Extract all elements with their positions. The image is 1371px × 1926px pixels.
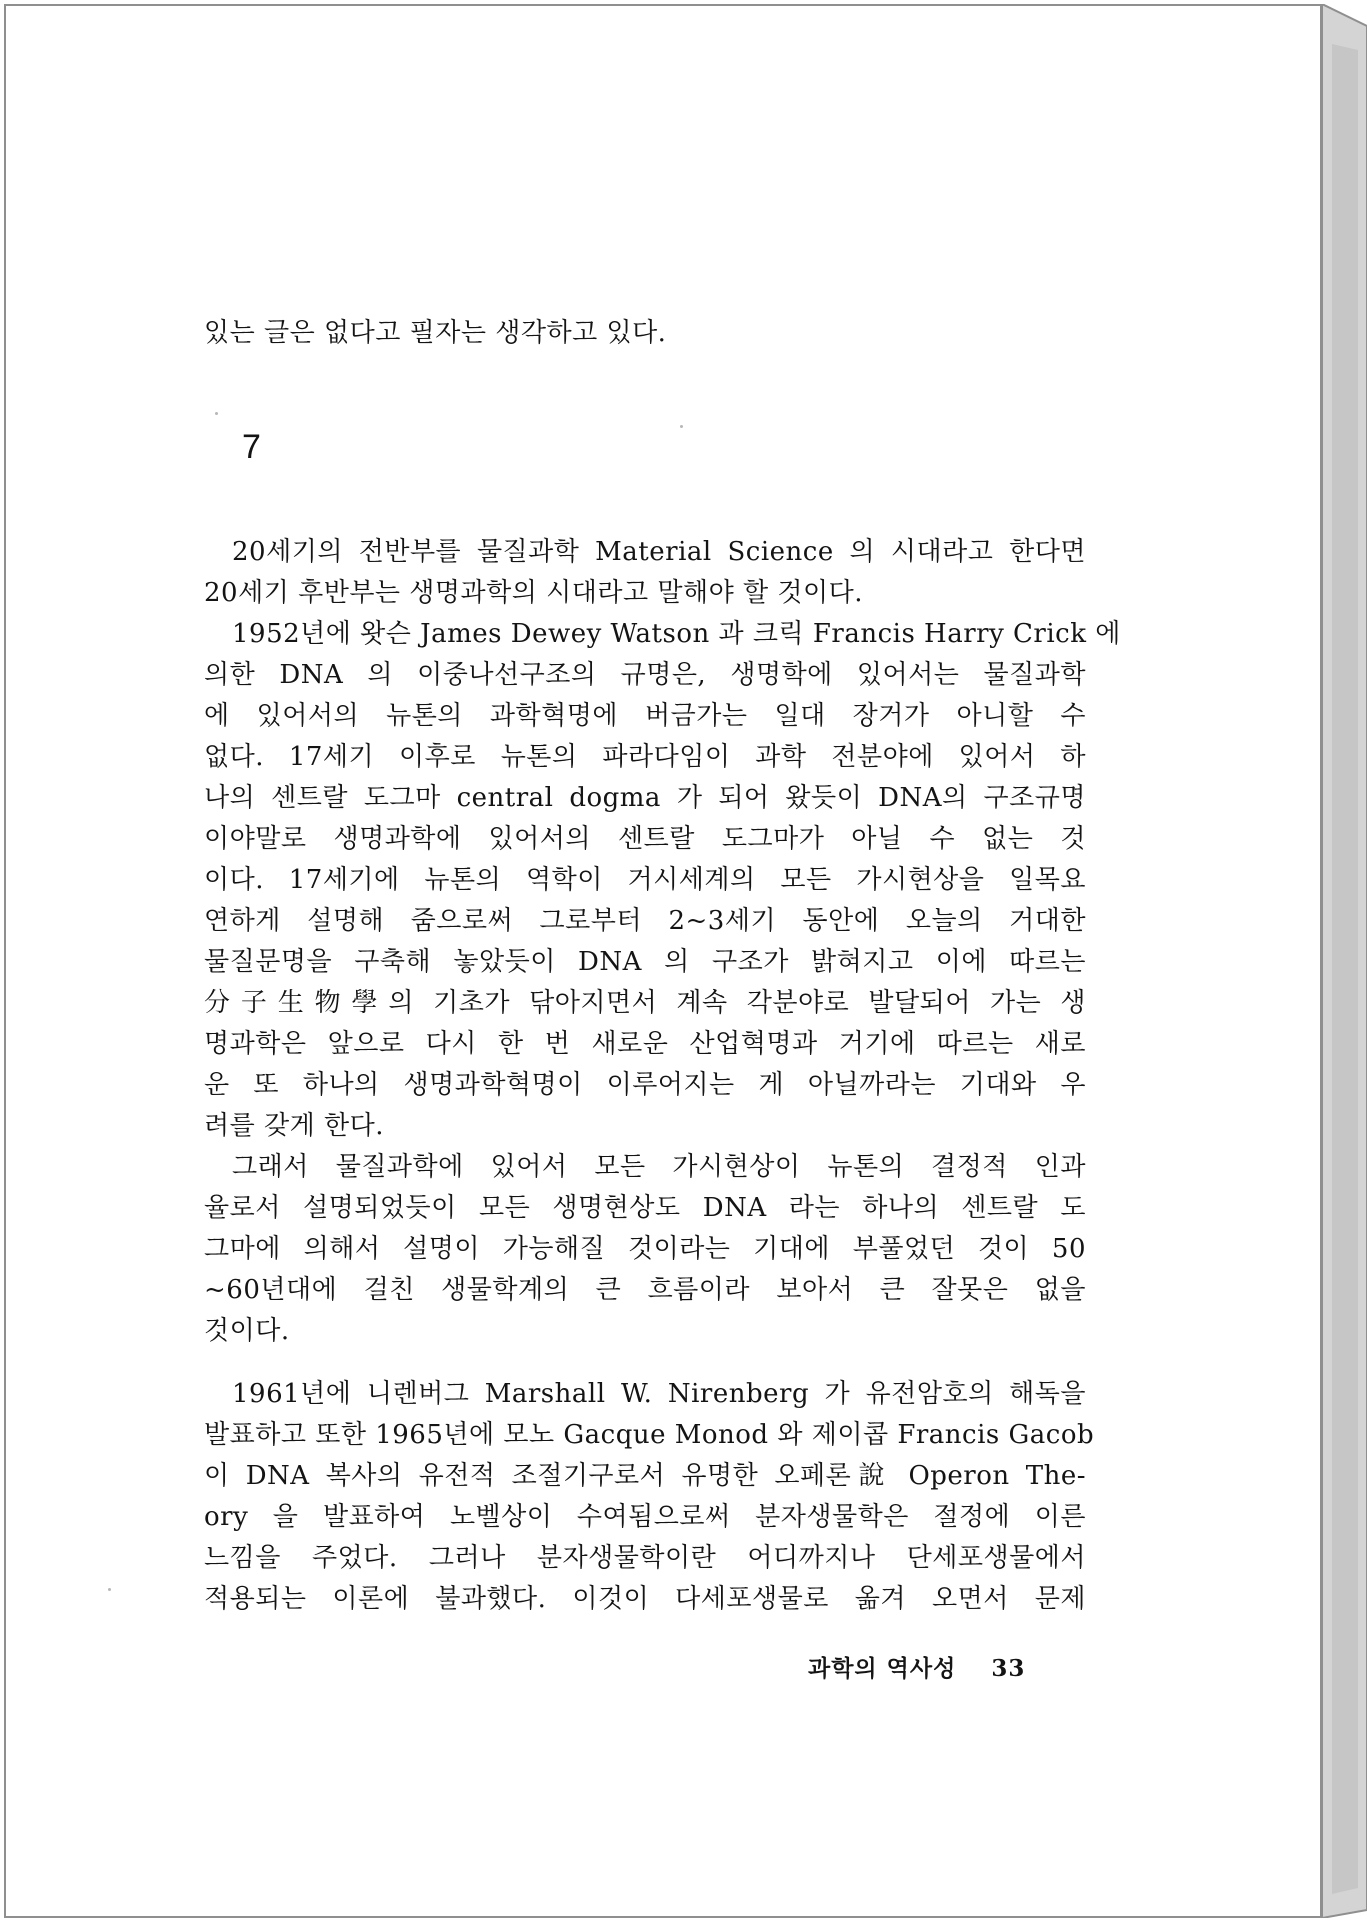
text-line: 의한 DNA 의 이중나선구조의 규명은, 생명학에 있어서는 물질과학 <box>204 660 1086 690</box>
text-line: 운 또 하나의 생명과학혁명이 이루어지는 게 아닐까라는 기대와 우 <box>204 1070 1086 1100</box>
text-line: 이다. 17세기에 뉴톤의 역학이 거시세계의 모든 가시현상을 일목요 <box>204 865 1086 895</box>
text-line: 려를 갖게 한다. <box>204 1111 384 1141</box>
text-line: 느낌을 주었다. 그러나 분자생물학이란 어디까지나 단세포생물에서 <box>204 1543 1086 1573</box>
text-line: 발표하고 또한 1965년에 모노 Gacque Monod 와 제이콥 Francis Gacob <box>204 1420 1095 1450</box>
text-line: 없다. 17세기 이후로 뉴톤의 파라다임이 과학 전분야에 있어서 하 <box>204 742 1086 772</box>
text-line: 이야말로 생명과학에 있어서의 센트랄 도그마가 아닐 수 없는 것 <box>204 824 1086 854</box>
text-line: ory 을 발표하여 노벨상이 수여됨으로써 분자생물학은 절정에 이른 <box>204 1502 1086 1532</box>
intro-line: 있는 글은 없다고 필자는 생각하고 있다. <box>204 318 667 348</box>
text-line: 에 있어서의 뉴톤의 과학혁명에 버금가는 일대 장거가 아니할 수 <box>204 701 1086 731</box>
text-line: 것이다. <box>204 1316 290 1346</box>
scan-speck <box>680 425 683 428</box>
text-line: 1952년에 왓슨 James Dewey Watson 과 크릭 Francis Harry Crick 에 <box>232 619 1121 649</box>
page-edge-shadow <box>1322 4 1367 1918</box>
text-line: 적용되는 이론에 불과했다. 이것이 다세포생물로 옮겨 오면서 문제 <box>204 1584 1086 1614</box>
text-line: 명과학은 앞으로 다시 한 번 새로운 산업혁명과 거기에 따르는 새로 <box>204 1029 1086 1059</box>
text-line: ~60년대에 걸친 생물학계의 큰 흐름이라 보아서 큰 잘못은 없을 <box>204 1275 1086 1305</box>
text-line: 20세기 후반부는 생명과학의 시대라고 말해야 할 것이다. <box>204 578 863 608</box>
text-line: 分子生物學의 기초가 닦아지면서 계속 각분야로 발달되어 가는 생 <box>204 988 1086 1018</box>
text-line: 연하게 설명해 줌으로써 그로부터 2~3세기 동안에 오늘의 거대한 <box>204 906 1086 936</box>
scan-speck <box>215 412 218 415</box>
text-line: 1961년에 니렌버그 Marshall W. Nirenberg 가 유전암호의 해독을 <box>232 1379 1086 1409</box>
page-number: 33 <box>991 1655 1026 1682</box>
section-number: 7 <box>242 428 261 466</box>
text-line: 율로서 설명되었듯이 모든 생명현상도 DNA 라는 하나의 센트랄 도 <box>204 1193 1086 1223</box>
running-title: 과학의 역사성 <box>808 1655 957 1682</box>
text-line: 물질문명을 구축해 놓았듯이 DNA 의 구조가 밝혀지고 이에 따르는 <box>204 947 1086 977</box>
text-line: 나의 센트랄 도그마 central dogma 가 되어 왔듯이 DNA의 구조규명 <box>204 783 1086 813</box>
scan-speck <box>108 1588 111 1591</box>
text-line: 그래서 물질과학에 있어서 모든 가시현상이 뉴톤의 결정적 인과 <box>232 1152 1086 1182</box>
running-footer <box>808 1650 1025 1683</box>
text-line: 20세기의 전반부를 물질과학 Material Science 의 시대라고 한다면 <box>232 537 1086 567</box>
text-line: 그마에 의해서 설명이 가능해질 것이라는 기대에 부풀었던 것이 50 <box>204 1234 1086 1264</box>
text-line: 이 DNA 복사의 유전적 조절기구로서 유명한 오페론說 Operon The- <box>204 1461 1086 1491</box>
